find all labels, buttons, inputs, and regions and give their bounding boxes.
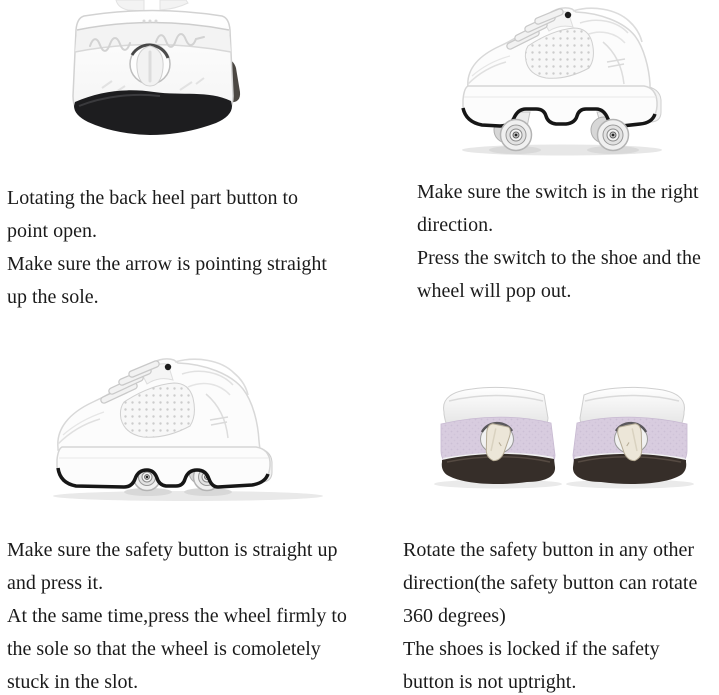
text-line: wheel will pop out. [417, 280, 572, 302]
text-line: the sole so that the wheel is comoletely [7, 638, 321, 660]
text-line: Make sure the safety button is straight up [7, 539, 338, 561]
text-line: The shoes is locked if the safety [403, 638, 660, 660]
text-line: Make sure the arrow is pointing straight [7, 253, 327, 275]
brand-logo [565, 12, 571, 18]
heel-closeup-illustration [64, 0, 242, 142]
text-line: point open. [7, 220, 97, 242]
text-line: direction(the safety button can rotate [403, 572, 698, 594]
text-line: and press it. [7, 572, 104, 594]
instruction-step-4-text [403, 534, 697, 695]
brand-logo [165, 364, 171, 370]
platform-sole [57, 447, 270, 487]
text-line: stuck in the slot. [7, 671, 139, 693]
text-line: Lotating the back heel part button to [7, 187, 299, 209]
photo-heel-button-closeup [64, 0, 242, 142]
sneaker-wheels-tucked-illustration [38, 350, 338, 505]
heel-back [441, 387, 555, 484]
photo-shoe-wheels-retracted [38, 350, 338, 505]
text-line: Rotate the safety button in any other [403, 539, 695, 561]
instruction-step-1-text [7, 182, 327, 314]
text-line: 360 degrees) [403, 605, 506, 627]
text-line: At the same time,press the wheel firmly to [7, 605, 347, 627]
heel-pair-illustration [420, 382, 705, 490]
photo-shoe-wheels-deployed [452, 0, 677, 160]
sneaker-wheels-out-illustration [452, 0, 677, 160]
photo-heel-pair-safety-buttons [420, 382, 705, 490]
text-line: Make sure the switch is in the right [417, 181, 699, 203]
text-line: up the sole. [7, 286, 99, 308]
heel-back-mirrored [573, 387, 687, 484]
ankle-collar-fragment [116, 0, 144, 11]
instruction-step-2-text [417, 176, 701, 308]
text-line: button is not uptright. [403, 671, 577, 693]
front-wheel [501, 120, 532, 151]
front-wheel [598, 120, 629, 151]
instruction-step-3-text [7, 534, 347, 695]
text-line: direction. [417, 214, 494, 236]
platform-sole [463, 86, 657, 126]
heel-sole [74, 90, 232, 135]
text-line: Press the switch to the shoe and the [417, 247, 701, 269]
ankle-collar-fragment [160, 0, 188, 10]
